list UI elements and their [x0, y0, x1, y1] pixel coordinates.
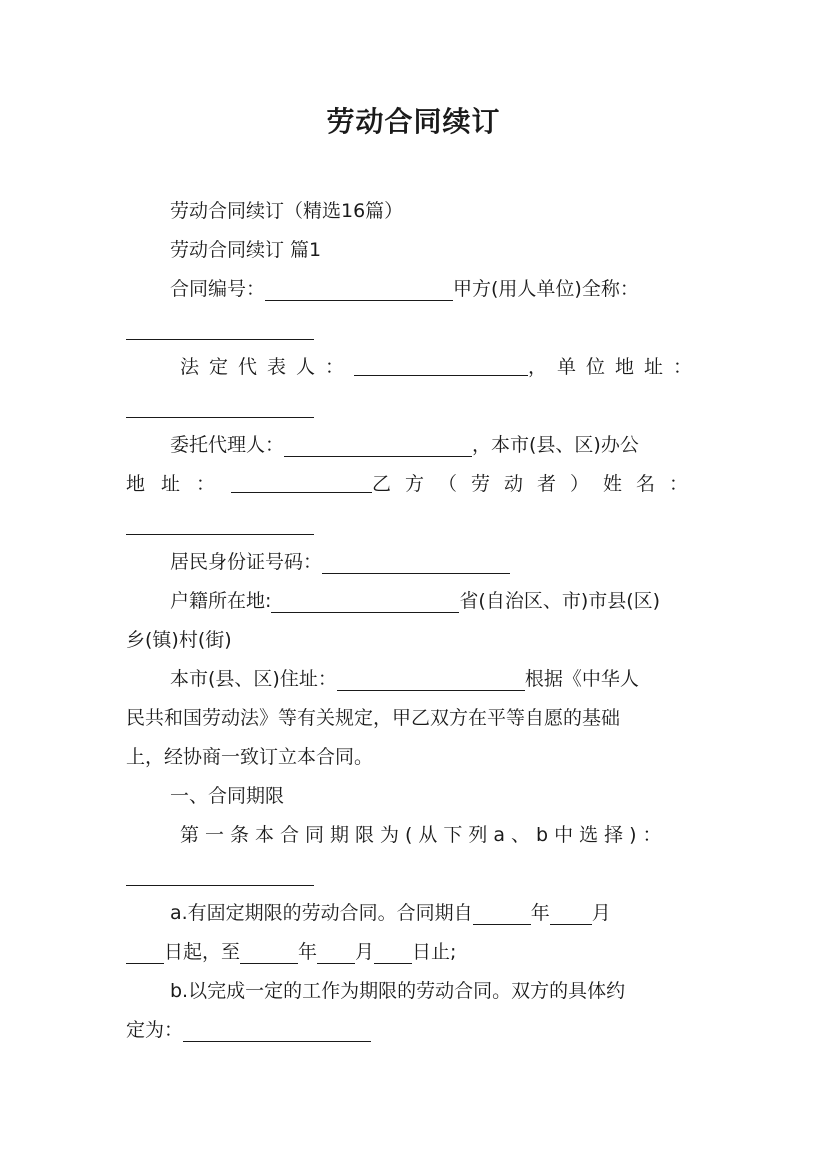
section-heading-text: 劳动合同续订 篇1 [170, 239, 322, 261]
unit-address-line [126, 387, 702, 425]
year-unit: 年 [530, 902, 550, 924]
household-label: 户籍所在地: [170, 590, 272, 612]
household-town-line [126, 621, 702, 659]
end-month-unit: 月 [355, 941, 375, 963]
residence-blank[interactable] [337, 666, 525, 691]
agreement-line [126, 738, 702, 776]
unit-address-label: ，单位地址： [527, 356, 702, 378]
party-b-name-blank[interactable] [126, 510, 314, 535]
household-blank[interactable] [271, 588, 459, 613]
party-b-name-line [126, 504, 702, 542]
term-choice-blank[interactable] [126, 861, 314, 886]
office-address-blank[interactable] [231, 468, 372, 493]
contract-number-blank[interactable] [265, 276, 453, 301]
end-day-text: 日止; [412, 941, 457, 963]
unit-address-blank[interactable] [126, 393, 314, 418]
household-region-text: 省(自治区、市)市县(区) [459, 590, 661, 612]
start-day-blank[interactable] [126, 939, 164, 964]
subtitle-line [126, 192, 702, 230]
fixed-term-text: a.有固定期限的劳动合同。合同期自 [170, 902, 473, 924]
agent-label: 委托代理人： [170, 434, 285, 456]
task-term-text: b.以完成一定的工作为期限的劳动合同。双方的具体约 [170, 980, 626, 1002]
end-day-blank[interactable] [374, 939, 412, 964]
legal-rep-label: 法定代表人： [180, 356, 355, 378]
section-heading [126, 231, 702, 269]
fixed-term-end-line [126, 933, 702, 971]
party-a-name-label: 甲方(用人单位)全称： [453, 278, 639, 300]
id-number-blank[interactable] [322, 549, 510, 574]
party-a-name-line [126, 309, 702, 347]
article-one-blank-line [126, 855, 702, 893]
law-line [126, 699, 702, 737]
task-term-detail-label: 定为： [126, 1019, 184, 1041]
end-year-blank[interactable] [240, 939, 298, 964]
legal-rep-blank[interactable] [354, 351, 528, 376]
month-unit: 月 [591, 902, 611, 924]
agent-blank[interactable] [284, 432, 472, 457]
office-address-line [126, 465, 702, 503]
term-heading-line [126, 777, 702, 815]
fixed-term-line [126, 894, 702, 932]
term-heading: 一、合同期限 [170, 785, 285, 807]
residence-label: 本市(县、区)住址： [170, 668, 337, 690]
id-number-line [126, 543, 702, 581]
start-day-text: 日起，至 [164, 941, 241, 963]
law-intro-text: 根据《中华人 [524, 668, 639, 690]
subtitle-text: 劳动合同续订（精选16篇） [170, 200, 404, 222]
contract-number-label: 合同编号： [170, 278, 266, 300]
task-term-line [126, 972, 702, 1010]
task-term-detail-line [126, 1011, 702, 1049]
start-month-blank[interactable] [550, 900, 592, 925]
end-month-blank[interactable] [317, 939, 355, 964]
agent-line [126, 426, 702, 464]
start-year-blank[interactable] [473, 900, 531, 925]
legal-rep-line [126, 348, 702, 386]
document-title: 劳动合同续订 [326, 105, 501, 138]
article-one-text: 第一条本合同期限为(从下列a、b中选择)： [180, 824, 668, 846]
party-a-name-blank[interactable] [126, 315, 314, 340]
agreement-text: 上，经协商一致订立本合同。 [126, 746, 374, 768]
contract-number-line [126, 270, 702, 308]
article-one-line [126, 816, 702, 854]
task-term-blank[interactable] [183, 1017, 371, 1042]
id-number-label: 居民身份证号码： [170, 551, 323, 573]
law-text: 民共和国劳动法》等有关规定，甲乙双方在平等自愿的基础 [126, 707, 621, 729]
office-address-label: ，本市(县、区)办公 [472, 434, 639, 456]
party-b-name-label: 乙方（劳动者）姓名： [371, 473, 702, 495]
household-town-text: 乡(镇)村(街) [126, 629, 232, 651]
address-label: 地址： [126, 473, 232, 495]
residence-line [126, 660, 702, 698]
household-line [126, 582, 702, 620]
end-year-unit: 年 [298, 941, 318, 963]
